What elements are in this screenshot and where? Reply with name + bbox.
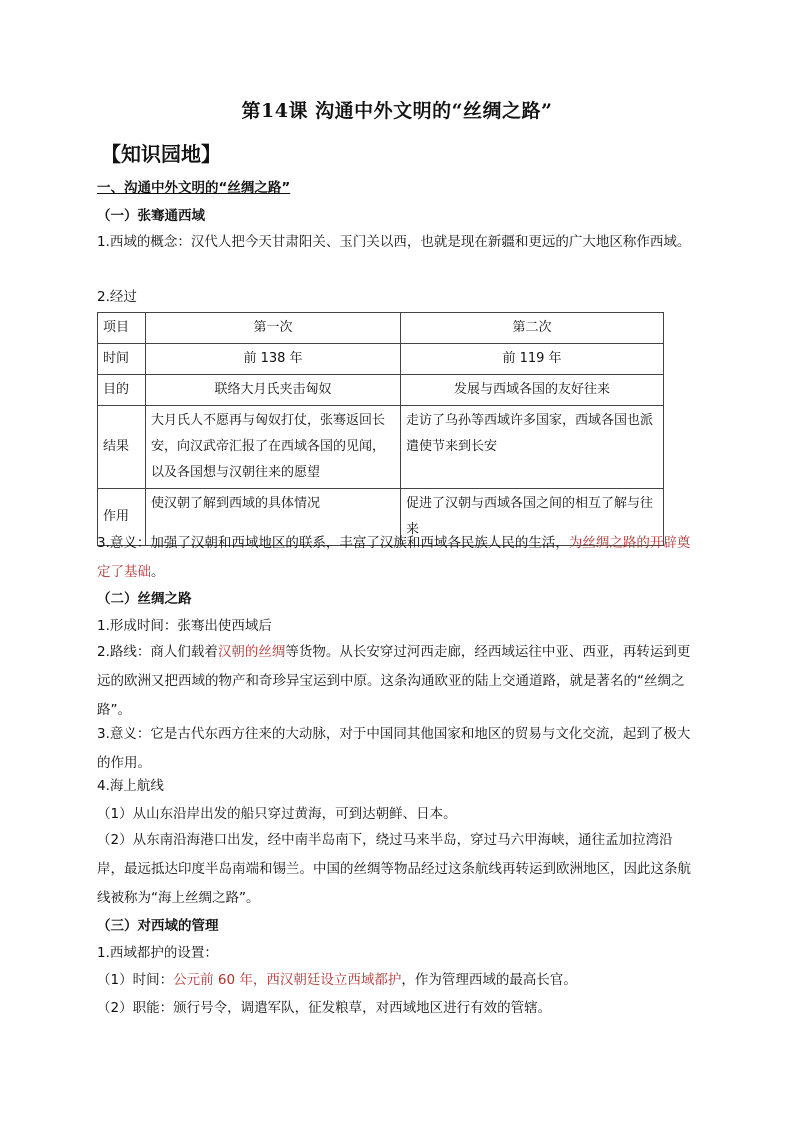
table-row xyxy=(98,344,664,375)
text-span: （1）时间： xyxy=(97,972,174,988)
row-label: 时间 xyxy=(98,344,146,375)
paragraph-route-significance: 3.意义：它是古代东西方往来的大动脉，对于中国同其他国家和地区的贸易与文化交流，起到了极大的作用。 xyxy=(97,726,691,771)
table-header-cell: 项目 xyxy=(98,313,146,344)
table-header-cell: 第一次 xyxy=(146,313,401,344)
text-span: 等货物。从长安穿过河西走廊，经西域运往中亚、西亚，再转运到更远的欧洲又把西域的物产和奇珍异宝运到中原。这条沟通欧亚的陆上交通道路，就是著名的“丝绸之路”。 xyxy=(97,644,691,718)
highlight-text: 汉朝的丝绸 xyxy=(217,644,286,660)
text-span: ，作为管理西域的最高长官。 xyxy=(401,972,577,988)
paragraph-process: 2.经过 xyxy=(97,289,137,305)
paragraph-formation: 1.形成时间：张骞出使西域后 xyxy=(97,618,272,634)
paragraph-route xyxy=(97,638,693,725)
table-cell: 走访了乌孙等西域许多国家，西域各国也派遣使节来到长安 xyxy=(401,406,664,489)
subsection-heading-2: （二）丝绸之路 xyxy=(97,591,192,607)
row-label: 目的 xyxy=(98,375,146,406)
table-header-row xyxy=(98,313,664,344)
section-heading: 【知识园地】 xyxy=(101,142,221,166)
lesson-title: 第14课 沟通中外文明的“丝绸之路” xyxy=(241,100,553,122)
part-heading: 一、沟通中外文明的“丝绸之路” xyxy=(97,180,291,196)
protectorate-function: （2）职能：颁行号令，调遣军队，征发粮草，对西域地区进行有效的管辖。 xyxy=(97,1000,552,1016)
table-row xyxy=(98,375,664,406)
subsection-heading-3: （三）对西域的管理 xyxy=(97,918,219,934)
paragraph-protectorate: 1.西域都护的设置： xyxy=(97,945,218,961)
table-cell: 使汉朝了解到西域的具体情况 xyxy=(146,489,401,546)
text-span: 2.路线：商人们载着 xyxy=(97,644,218,660)
table-cell: 发展与西域各国的友好往来 xyxy=(401,375,664,406)
paragraph-significance xyxy=(97,529,693,587)
sea-route-item-1: （1）从山东沿岸出发的船只穿过黄海，可到达朝鲜、日本。 xyxy=(97,806,457,822)
table-cell: 前 119 年 xyxy=(401,344,664,375)
sea-route-item-2: （2）从东南沿海港口出发，经中南半岛南下，绕过马来半岛，穿过马六甲海峡，通往孟加拉湾沿岸，最远抵达印度半岛南端和锡兰。中国的丝绸等物品经过这条航线再转运到欧洲地区，因此这条航线被称为“海上丝绸之路”。 xyxy=(97,832,691,906)
row-label: 作用 xyxy=(98,489,146,546)
paragraph-definition: 1.西域的概念：汉代人把今天甘肃阳关、玉门关以西，也就是现在新疆和更远的广大地区称作西域。 xyxy=(97,234,691,250)
table-cell: 联络大月氏夹击匈奴 xyxy=(146,375,401,406)
protectorate-time xyxy=(97,971,577,989)
row-label: 结果 xyxy=(98,406,146,489)
table-row xyxy=(98,406,664,489)
table-cell: 大月氏人不愿再与匈奴打仗，张骞返回长安，向汉武帝汇报了在西域各国的见闻，以及各国想与汉朝往来的愿望 xyxy=(146,406,401,489)
missions-table xyxy=(97,312,664,546)
highlight-text: 公元前 60 年，西汉朝廷设立西域都护 xyxy=(173,972,402,988)
table-cell: 促进了汉朝与西域各国之间的相互了解与往来 xyxy=(401,489,664,546)
highlight-text: 为丝绸之路的开辟奠定了基础 xyxy=(97,535,691,580)
paragraph-sea-route: 4.海上航线 xyxy=(97,778,164,794)
text-span: 。 xyxy=(151,564,165,580)
subsection-heading-1: （一）张骞通西域 xyxy=(97,208,205,224)
table-header-cell: 第二次 xyxy=(401,313,664,344)
text-span: 3.意义：加强了汉朝和西域地区的联系，丰富了汉族和西域各民族人民的生活， xyxy=(97,535,569,551)
table-cell: 前 138 年 xyxy=(146,344,401,375)
